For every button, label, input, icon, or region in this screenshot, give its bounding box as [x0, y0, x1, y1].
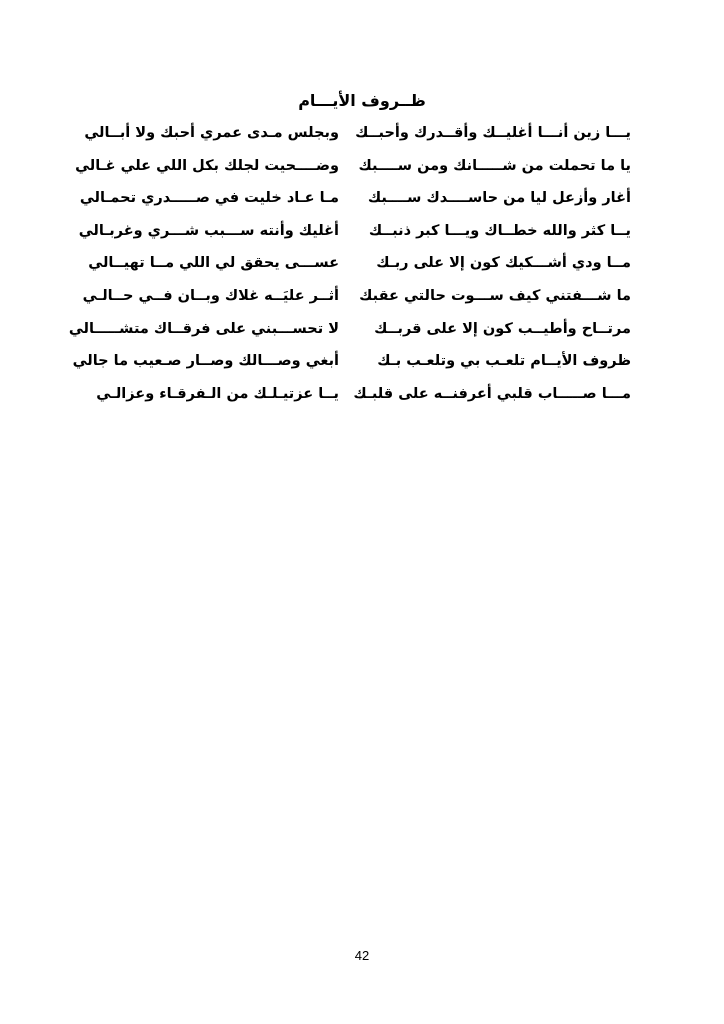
verse-row: [0, 250, 724, 283]
verse-second-hemistich: أثــر عليَــه غلاك وبــان فــي حــالـي: [82, 287, 339, 304]
verse-first-hemistich: يــا كثر والله خطــاك ويـــا كبر ذنبــك: [368, 222, 631, 239]
verse-second-hemistich: يــا عزتيـلـك من الـفرقـاء وعزالـي: [96, 385, 339, 402]
verse-first-hemistich: مرتــاح وأطيــب كون إلا على قربــك: [374, 320, 631, 337]
verse-second-hemistich: لا تحســـبني على فرقــاك متشـــــالي: [68, 320, 339, 337]
poem-body: [0, 120, 724, 413]
verse-first-hemistich: ظروف الأيــام تلعـب بي وتلعـب بـك: [377, 353, 631, 370]
verse-row: [0, 153, 724, 186]
verse-first-hemistich: يا ما تحملت من شـــــانك ومن ســــبك: [358, 157, 631, 174]
verse-second-hemistich: أغليك وأنته ســـبب شـــري وغربـالي: [78, 222, 339, 239]
verse-first-hemistich: أغار وأزعل ليا من حاســــدك ســــبك: [367, 190, 631, 207]
verse-second-hemistich: أبغي وصـــالك وصــار صـعيب ما جالي: [72, 353, 339, 370]
verse-row: [0, 283, 724, 316]
verse-first-hemistich: مـــا صـــــاب قلبي أعرفنــه على قلبـك: [353, 385, 631, 402]
verse-first-hemistich: مــا ودي أشـــكيك كون إلا على ربـك: [376, 255, 631, 272]
verse-first-hemistich: يـــا زين أنـــا أغليــك وأقــدرك وأحبــك: [355, 125, 631, 141]
verse-row: [0, 218, 724, 251]
verse-second-hemistich: عســـى يحقق لي اللي مــا تهيــالي: [88, 255, 339, 272]
page-number: 42: [354, 948, 370, 963]
poem-title: ظــروف الأيـــام: [298, 91, 426, 110]
verse-row: [0, 185, 724, 218]
verse-row: [0, 348, 724, 381]
verse-row: [0, 316, 724, 349]
verse-second-hemistich: وبجلس مـدى عمري أحبك ولا أبــالي: [84, 125, 339, 141]
verse-first-hemistich: ما شـــفتني كيف ســـوت حالتي عقبك: [359, 287, 631, 304]
verse-second-hemistich: وضــــحيت لجلك بكل اللي علي غـالي: [75, 157, 339, 174]
verse-second-hemistich: مـا عـاد خليت في صـــــدري تحمـالي: [79, 190, 339, 207]
verse-row: [0, 381, 724, 414]
verse-row: [0, 120, 724, 153]
